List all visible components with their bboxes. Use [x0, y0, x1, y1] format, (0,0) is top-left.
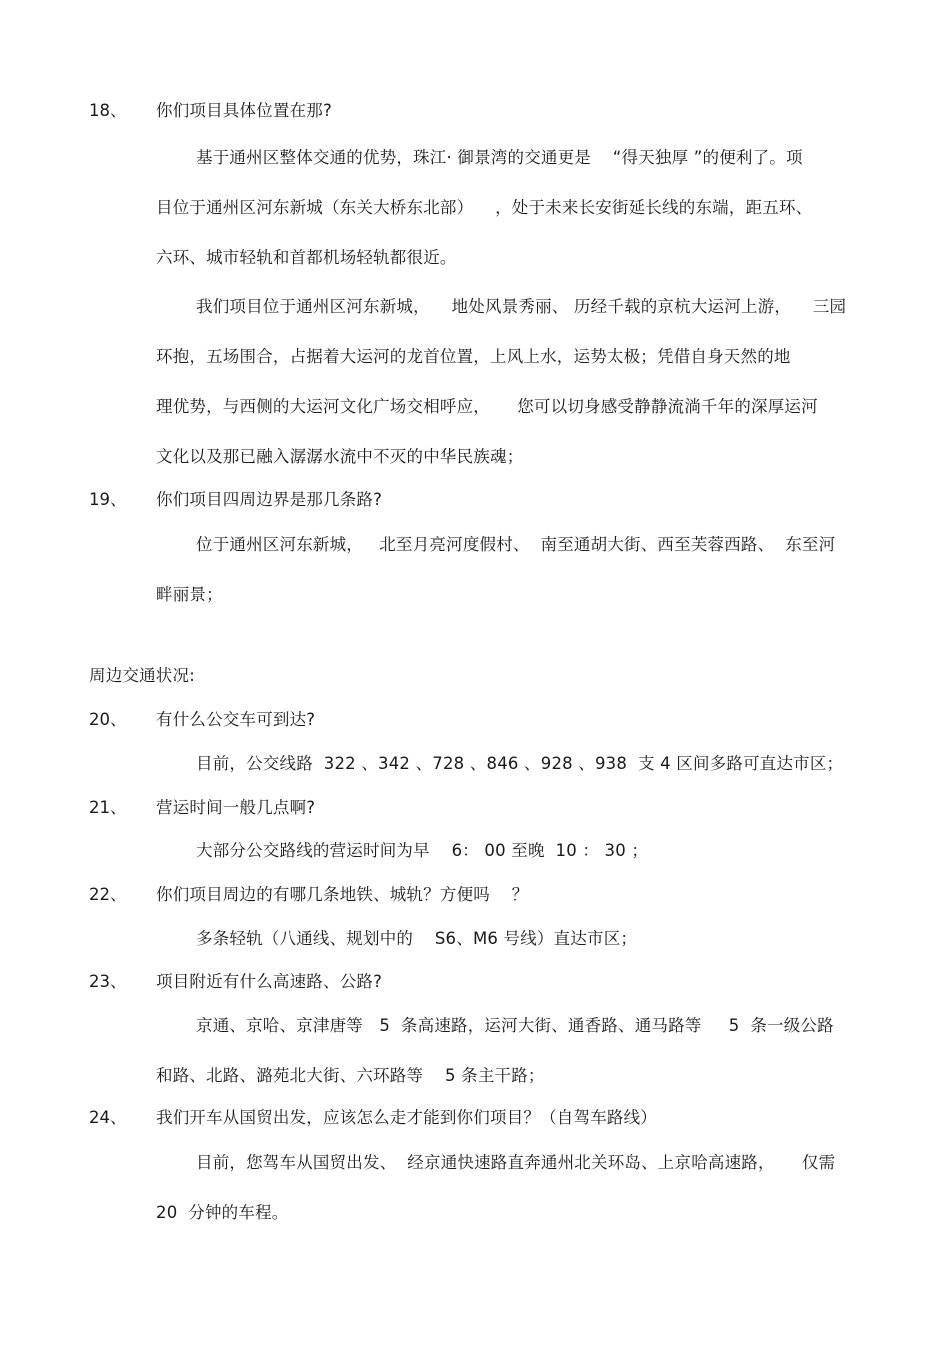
question-text: 你们项目四周边界是那几条路?: [156, 490, 383, 509]
item-number: 23、: [89, 972, 127, 991]
item-number: 24、: [89, 1108, 127, 1127]
answer-line: 目前，公交线路 322 、342 、728 、846 、928 、938 支 4 区间多路可直达市区；: [196, 754, 844, 773]
answer-line: 京通、京哈、京津唐等 5 条高速路，运河大街、通香路、通马路等 5 条一级公路: [196, 1016, 834, 1035]
answer-line: 目位于通州区河东新城（东关大桥东北部） ，处于未来长安街延长线的东端，距五环、: [156, 198, 813, 217]
item-number: 18、: [89, 101, 127, 120]
item-number: 21、: [89, 798, 127, 817]
answer-line: 基于通州区整体交通的优势，珠江· 御景湾的交通更是 “得天独厚 ”的便利了。项: [196, 148, 803, 167]
answer-line: 畔丽景；: [156, 585, 223, 604]
answer-line: 理优势，与西侧的大运河文化广场交相呼应， 您可以切身感受静静流淌千年的深厚运河: [156, 397, 818, 416]
answer-line: 位于通州区河东新城， 北至月亮河度假村、 南至通胡大街、西至芙蓉西路、 东至河: [196, 535, 836, 554]
item-number: 20、: [89, 710, 127, 729]
item-number: 22、: [89, 885, 127, 904]
answer-line: 六环、城市轻轨和首都机场轻轨都很近。: [156, 248, 457, 267]
question-text: 你们项目周边的有哪几条地铁、城轨？方便吗 ？: [156, 885, 529, 904]
answer-line: 环抱，五场围合，占据着大运河的龙首位置，上风上水，运势太极；凭借自身天然的地: [156, 347, 791, 366]
section-heading: 周边交通状况:: [89, 666, 195, 685]
answer-line: 多条轻轨（八通线、规划中的 S6、M6 号线）直达市区；: [196, 929, 638, 948]
answer-line: 目前，您驾车从国贸出发、 经京通快速路直奔通州北关环岛、上京哈高速路， 仅需: [196, 1153, 836, 1172]
answer-line: 我们项目位于通州区河东新城， 地处风景秀丽、 历经千载的京杭大运河上游， 三园: [196, 297, 847, 316]
answer-line: 大部分公交路线的营运时间为早 6： 00 至晚 10 ： 30 ；: [196, 841, 649, 860]
question-text: 有什么公交车可到达?: [156, 710, 316, 729]
question-text: 营运时间一般几点啊?: [156, 798, 316, 817]
item-number: 19、: [89, 490, 127, 509]
question-text: 我们开车从国贸出发，应该怎么走才能到你们项目？（自驾车路线）: [156, 1108, 657, 1127]
answer-line: 文化以及那已融入潺潺水流中不灭的中华民族魂；: [156, 447, 524, 466]
question-text: 项目附近有什么高速路、公路?: [156, 972, 383, 991]
answer-line: 20 分钟的车程。: [156, 1203, 289, 1222]
answer-line: 和路、北路、潞苑北大街、六环路等 5 条主干路；: [156, 1066, 545, 1085]
question-text: 你们项目具体位置在那?: [156, 101, 332, 120]
